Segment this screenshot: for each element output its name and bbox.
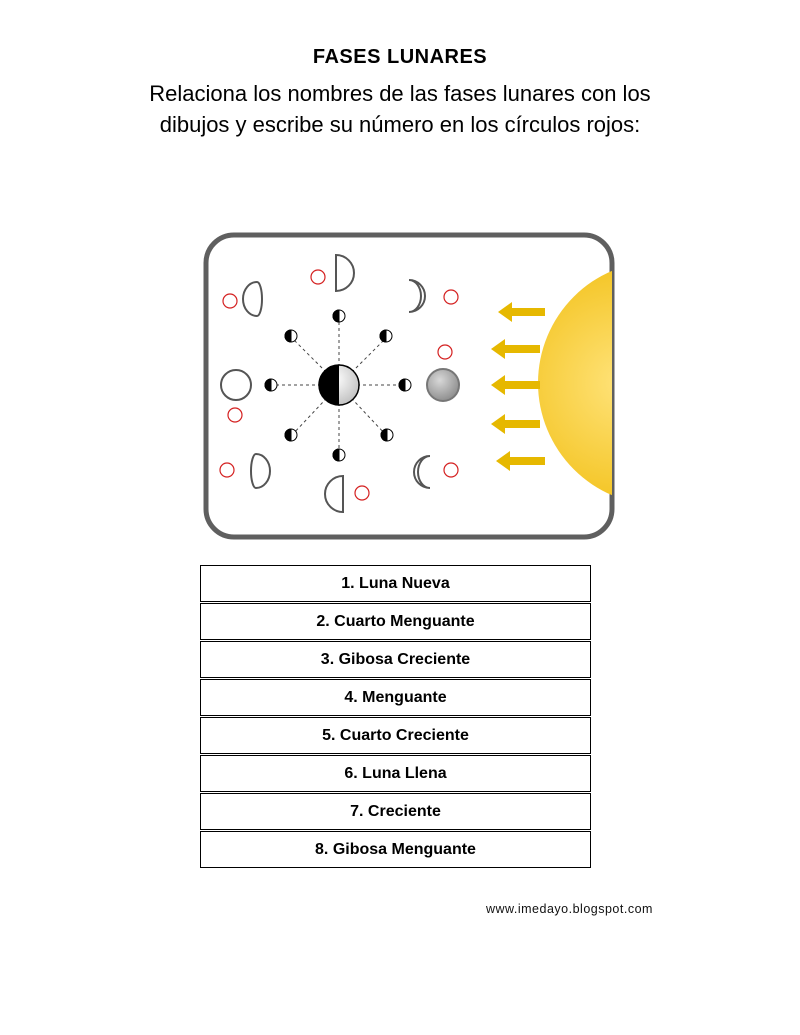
full-moon-icon — [221, 370, 251, 400]
orbit-moon-icon — [380, 330, 392, 342]
orbit-moon-icon — [285, 330, 297, 342]
answer-circle[interactable] — [444, 290, 458, 304]
earth-icon — [319, 365, 359, 405]
answer-circle[interactable] — [311, 270, 325, 284]
page-title: FASES LUNARES — [312, 46, 488, 68]
answer-circle[interactable] — [223, 294, 237, 308]
new-moon-gray-icon — [427, 369, 459, 401]
instructions — [0, 78, 800, 140]
answer-circle[interactable] — [228, 408, 242, 422]
phase-name-row: 3. Gibosa Creciente — [200, 641, 591, 678]
orbit-moon-icon — [333, 310, 345, 322]
phase-name-row: 5. Cuarto Creciente — [200, 717, 591, 754]
orbit-moon-icon — [399, 379, 411, 391]
source-url: www.imedayo.blogspot.com — [486, 902, 653, 916]
orbit-moon-icon — [285, 429, 297, 441]
orbit-moon-icon — [381, 429, 393, 441]
phase-name-row: 4. Menguante — [200, 679, 591, 716]
phase-names-table — [200, 565, 591, 868]
answer-circle[interactable] — [355, 486, 369, 500]
phase-name-row: 1. Luna Nueva — [200, 565, 591, 602]
instructions-line-2: dibujos y escribe su número en los círculos rojos: — [159, 112, 641, 137]
gibbous-bottom-left-icon — [251, 454, 270, 488]
orbit-moon-icon — [265, 379, 277, 391]
answer-circle[interactable] — [220, 463, 234, 477]
phase-name-row: 7. Creciente — [200, 793, 591, 830]
moon-phases-diagram — [200, 230, 620, 545]
phase-name-row: 6. Luna Llena — [200, 755, 591, 792]
orbit-moon-icon — [333, 449, 345, 461]
answer-circle[interactable] — [438, 345, 452, 359]
gibbous-top-left-icon — [243, 282, 262, 316]
phase-name-row: 2. Cuarto Menguante — [200, 603, 591, 640]
answer-circle[interactable] — [444, 463, 458, 477]
instructions-line-1: Relaciona los nombres de las fases lunares con los — [149, 81, 651, 106]
phase-name-row: 8. Gibosa Menguante — [200, 831, 591, 868]
